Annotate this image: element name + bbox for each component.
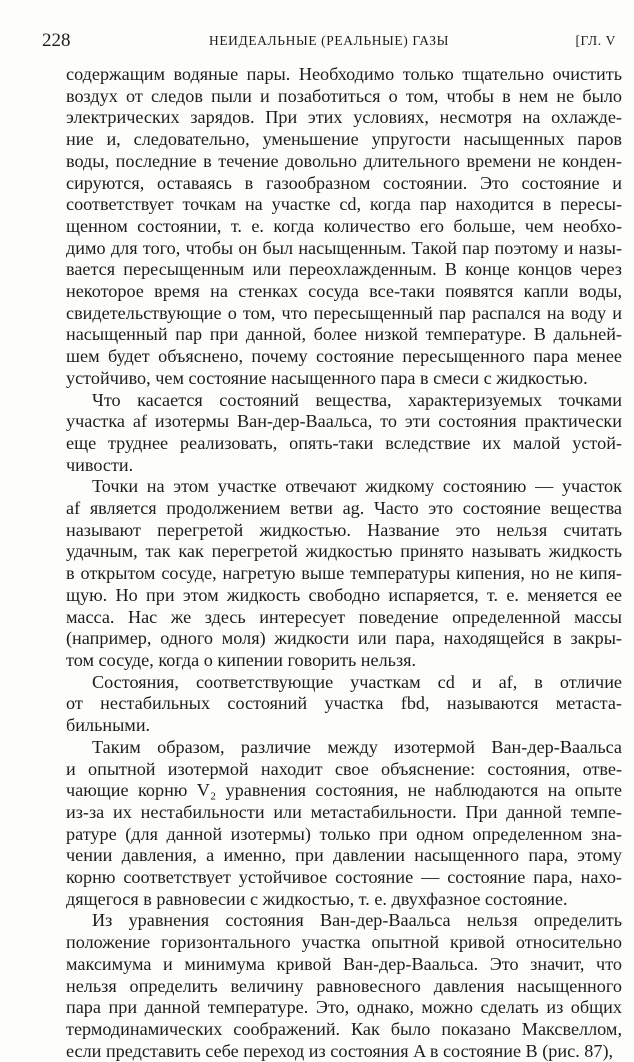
text-line: некоторое время на стенках сосуда все-таки появятся капли воды, xyxy=(66,281,622,302)
text-line: содержащим водяные пары. Необходимо только тщательно очистить xyxy=(66,64,622,84)
body-text xyxy=(66,64,622,1062)
text-line: ние и, следовательно, уменьшение упругости насыщенных паров xyxy=(66,129,622,150)
text-line: максимума и минимума кривой Ван-дер-Ваальса. Это значит, что xyxy=(66,953,622,974)
text-line: том сосуде, когда о кипении говорить нельзя. xyxy=(66,649,417,670)
text-line: Точки на этом участке отвечают жидкому состоянию — участок xyxy=(92,476,622,497)
text-line: вается пересыщенным или переохлажденным. В конце концов через xyxy=(66,259,622,280)
paragraph xyxy=(66,64,622,390)
text-line: Таким образом, различие между изотермой Ван-дер-Ваальса xyxy=(92,736,622,757)
text-line: от нестабильных состояний участка fbd, называются метаста- xyxy=(66,693,622,714)
text-line: димо для того, чтобы он был насыщенным. Такой пар поэтому и назы- xyxy=(66,237,622,258)
text-line: в открытом сосуде, нагретую выше температуры кипения, но не кипя- xyxy=(66,563,622,584)
text-line: устойчиво, чем состояние насыщенного пара в смеси с жидкостью. xyxy=(66,367,588,388)
text-line: ратуре (для данной изотермы) только при одном определенном зна- xyxy=(66,823,622,844)
text-line: шем будет объяснено, почему состояние пересыщенного пара менее xyxy=(66,346,622,367)
text-line: Из уравнения состояния Ван-дер-Ваальса нельзя определить xyxy=(92,910,622,931)
text-line: щенном состоянии, т. е. когда количество его больше, чем необхо- xyxy=(66,215,622,236)
text-line: сируются, оставаясь в газообразном состоянии. Это состояние и xyxy=(66,172,622,193)
text-line: щую. Но при этом жидкость свободно испаряется, т. е. меняется ее xyxy=(66,584,622,605)
text-line: нельзя определить величину равновесного давления насыщенного xyxy=(66,975,622,996)
text-line: соответствует точкам на участке cd, когда пар находится в пересы- xyxy=(66,194,622,215)
text-line: чающие корню V₂ уравнения состояния, не наблюдаются на опыте xyxy=(66,780,622,801)
paragraph xyxy=(66,910,622,1062)
text-line: если представить себе переход из состояния A в состояние B (рис. 87), xyxy=(66,1040,614,1061)
text-line: чивости. xyxy=(66,454,134,475)
text-line: масса. Нас же здесь интересует поведение определенной массы xyxy=(66,606,622,627)
text-line: термодинамических соображений. Как было показано Максвеллом, xyxy=(66,1018,622,1039)
text-line: свидетельствующие о том, что пересыщенный пар распался на воду и xyxy=(66,302,622,323)
page-number: 228 xyxy=(42,30,71,51)
text-line: воздух от следов пыли и позаботиться о том, чтобы в нем не было xyxy=(66,85,622,106)
paragraph xyxy=(66,390,622,477)
text-line: воды, последние в течение довольно длительного времени не конден- xyxy=(66,150,622,171)
text-line: из-за их нестабильности или метастабильности. При данной темпе- xyxy=(66,801,622,822)
text-line: удачным, так как перегретой жидкостью принято называть жидкость xyxy=(66,541,622,562)
text-line: пара при данной температуре. Это, однако, можно сделать из общих xyxy=(66,997,622,1018)
text-line: Состояния, соответствующие участкам cd и af, в отличие xyxy=(92,671,622,692)
text-line: дящегося в равновесии с жидкостью, т. е. двухфазное состояние. xyxy=(66,888,568,909)
chapter-title: НЕИДЕАЛЬНЫЕ (РЕАЛЬНЫЕ) ГАЗЫ xyxy=(208,33,450,48)
text-line: корню соответствует устойчивое состояние — состояние пара, нахо- xyxy=(66,867,622,888)
text-line: af является продолжением ветви ag. Часто это состояние вещества xyxy=(66,498,622,519)
text-line: электрических зарядов. При этих условиях, несмотря на охлажде- xyxy=(66,107,622,128)
text-line: еще труднее реализовать, опять-таки вследствие их малой устой- xyxy=(66,432,622,453)
paragraph xyxy=(66,737,622,911)
text-line: участка af изотермы Ван-дер-Ваальса, то эти состояния практически xyxy=(66,411,622,432)
text-line: (например, одного моля) жидкости или пара, находящейся в закры- xyxy=(66,628,622,649)
text-line: и опытной изотермой находит свое объяснение: состояния, отве- xyxy=(66,758,622,779)
text-line: положение горизонтального участка опытной кривой относительно xyxy=(66,932,622,953)
paragraph xyxy=(66,672,622,737)
text-line: бильными. xyxy=(66,715,151,736)
text-line: насыщенный пар при данной, более низкой температуре. В дальней- xyxy=(66,324,622,345)
chapter-section: [ГЛ. V xyxy=(575,33,616,48)
text-line: называют перегретой жидкостью. Название это нельзя считать xyxy=(66,519,622,540)
paragraph xyxy=(66,476,622,671)
running-header xyxy=(42,30,616,54)
text-line: чении давления, а именно, при давлении насыщенного пара, этому xyxy=(66,845,622,866)
text-line: Что касается состояний вещества, характеризуемых точками xyxy=(92,389,622,410)
